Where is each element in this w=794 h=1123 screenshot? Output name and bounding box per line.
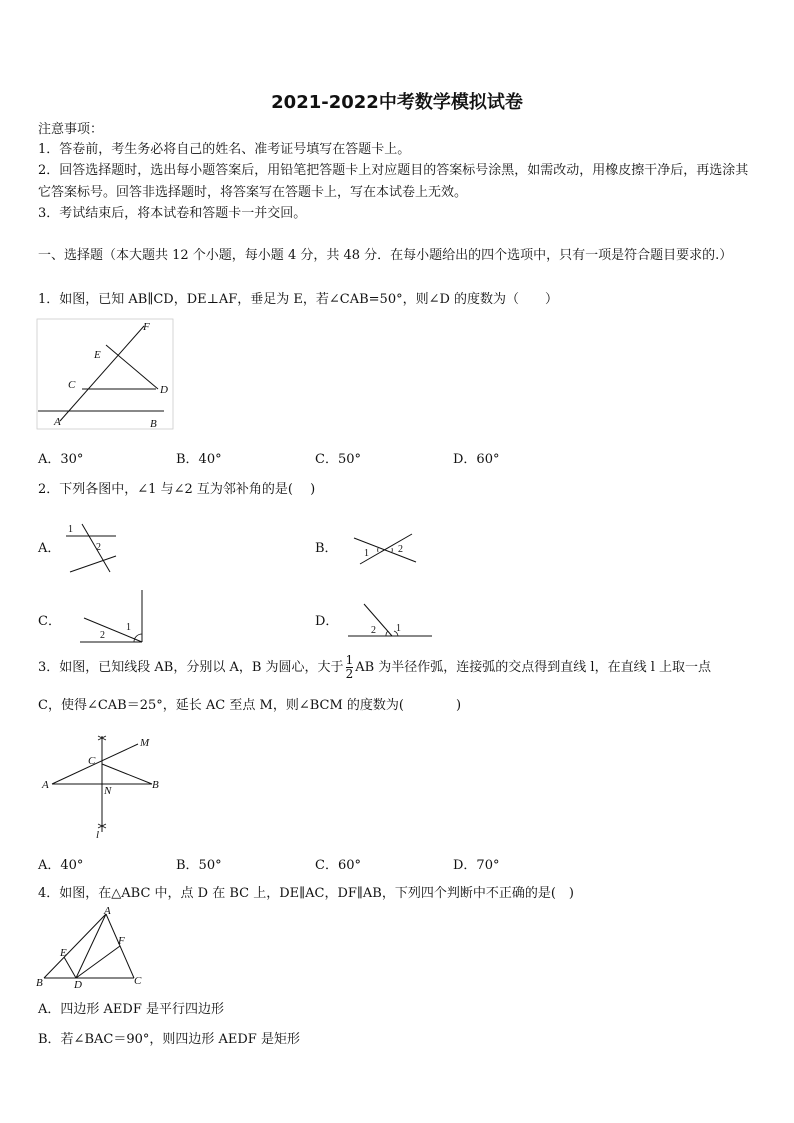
q4-figure bbox=[36, 906, 148, 990]
q2d-label-2: 2 bbox=[371, 625, 376, 636]
q3-label-C: C bbox=[88, 755, 96, 767]
q3-fraction bbox=[346, 654, 354, 681]
q3-option-d: D．70° bbox=[453, 858, 500, 873]
q3-option-b: B．50° bbox=[176, 858, 222, 873]
q2-figure-a bbox=[60, 518, 120, 578]
note-item-2: 2．回答选择题时，选出每小题答案后，用铅笔把答题卡上对应题目的答案标号涂黑，如需改动，用橡皮擦干净后，再选涂其它答案标号。回答非选择题时，将答案写在答题卡上，写在本试卷上无效。 bbox=[38, 163, 749, 200]
q1-figure bbox=[36, 318, 176, 433]
q1-label-F: F bbox=[143, 321, 150, 333]
q1-option-d: D．60° bbox=[453, 452, 500, 467]
q1-label-E: E bbox=[94, 349, 101, 361]
q2c-label-1: 1 bbox=[126, 622, 131, 633]
q1-label-C: C bbox=[68, 379, 76, 391]
q3-stem-line2: C，使得∠CAB＝25°，延长 AC 至点 M，则∠BCM 的度数为( ) bbox=[38, 698, 462, 713]
q2b-label-2: 2 bbox=[398, 544, 403, 555]
q4-label-E: E bbox=[60, 947, 67, 959]
q2d-label-1: 1 bbox=[396, 623, 401, 634]
q2-option-d-letter: D． bbox=[315, 614, 339, 629]
q1-option-a: A．30° bbox=[38, 452, 84, 467]
q3-frac-num: 1 bbox=[345, 653, 354, 667]
note-item-3: 3．考试结束后，将本试卷和答题卡一并交回。 bbox=[38, 206, 307, 221]
q2-stem: 2．下列各图中，∠1 与∠2 互为邻补角的是( ) bbox=[38, 482, 316, 497]
q4-label-C: C bbox=[134, 975, 142, 987]
q2b-label-1: 1 bbox=[364, 548, 369, 559]
q2a-label-1: 1 bbox=[68, 524, 73, 535]
q4-label-B: B bbox=[36, 977, 43, 989]
q4-option-a: A．四边形 AEDF 是平行四边形 bbox=[38, 1002, 224, 1017]
q4-option-b: B．若∠BAC＝90°，则四边形 AEDF 是矩形 bbox=[38, 1032, 300, 1047]
q1-option-c: C．50° bbox=[315, 452, 361, 467]
q2-figure-d bbox=[344, 600, 436, 640]
q2-figure-b bbox=[350, 530, 420, 570]
q3-label-A: A bbox=[42, 779, 49, 791]
q3-stem-part1: 3．如图，已知线段 AB，分别以 A，B 为圆心，大于 bbox=[38, 660, 344, 675]
q3-frac-den: 2 bbox=[345, 667, 354, 681]
q2-option-a-letter: A． bbox=[38, 541, 61, 556]
q4-label-F: F bbox=[118, 935, 125, 947]
q2-figure-c bbox=[76, 588, 148, 646]
q3-stem bbox=[38, 650, 760, 686]
page-title: 2021-2022中考数学模拟试卷 bbox=[271, 92, 523, 113]
q3-stem-part2: AB 为半径作弧，连接弧的交点得到直线 l，在直线 l 上取一点 bbox=[355, 660, 711, 675]
q1-option-b: B．40° bbox=[176, 452, 222, 467]
q3-label-B: B bbox=[152, 779, 159, 791]
q4-label-D: D bbox=[74, 979, 82, 991]
q3-option-c: C．60° bbox=[315, 858, 361, 873]
q3-label-M: M bbox=[140, 737, 150, 749]
q3-label-N: N bbox=[104, 785, 112, 797]
q1-label-A: A bbox=[54, 416, 61, 428]
q4-stem: 4．如图，在△ABC 中，点 D 在 BC 上，DE∥AC，DF∥AB，下列四个判断中不正确的是( ) bbox=[38, 886, 575, 901]
q2c-label-2: 2 bbox=[100, 630, 105, 641]
note-item-1: 1．答卷前，考生务必将自己的姓名、准考证号填写在答题卡上。 bbox=[38, 142, 411, 157]
q3-figure bbox=[40, 728, 168, 840]
q4-label-A: A bbox=[104, 905, 111, 917]
q2-option-b-letter: B． bbox=[315, 541, 338, 556]
notes-heading: 注意事项： bbox=[38, 122, 104, 137]
q3-option-a: A．40° bbox=[38, 858, 84, 873]
q1-label-B: B bbox=[150, 418, 157, 430]
q1-label-D: D bbox=[160, 384, 168, 396]
q2a-label-2: 2 bbox=[96, 542, 101, 553]
q1-stem: 1．如图，已知 AB∥CD，DE⊥AF，垂足为 E，若∠CAB=50°，则∠D 的度数为（ ） bbox=[38, 292, 559, 307]
q2-option-c-letter: C． bbox=[38, 614, 61, 629]
q3-label-l: l bbox=[96, 829, 100, 841]
section-heading: 一、选择题（本大题共 12 个小题，每小题 4 分，共 48 分．在每小题给出的四个选项中，只有一项是符合题目要求的.） bbox=[38, 248, 733, 263]
